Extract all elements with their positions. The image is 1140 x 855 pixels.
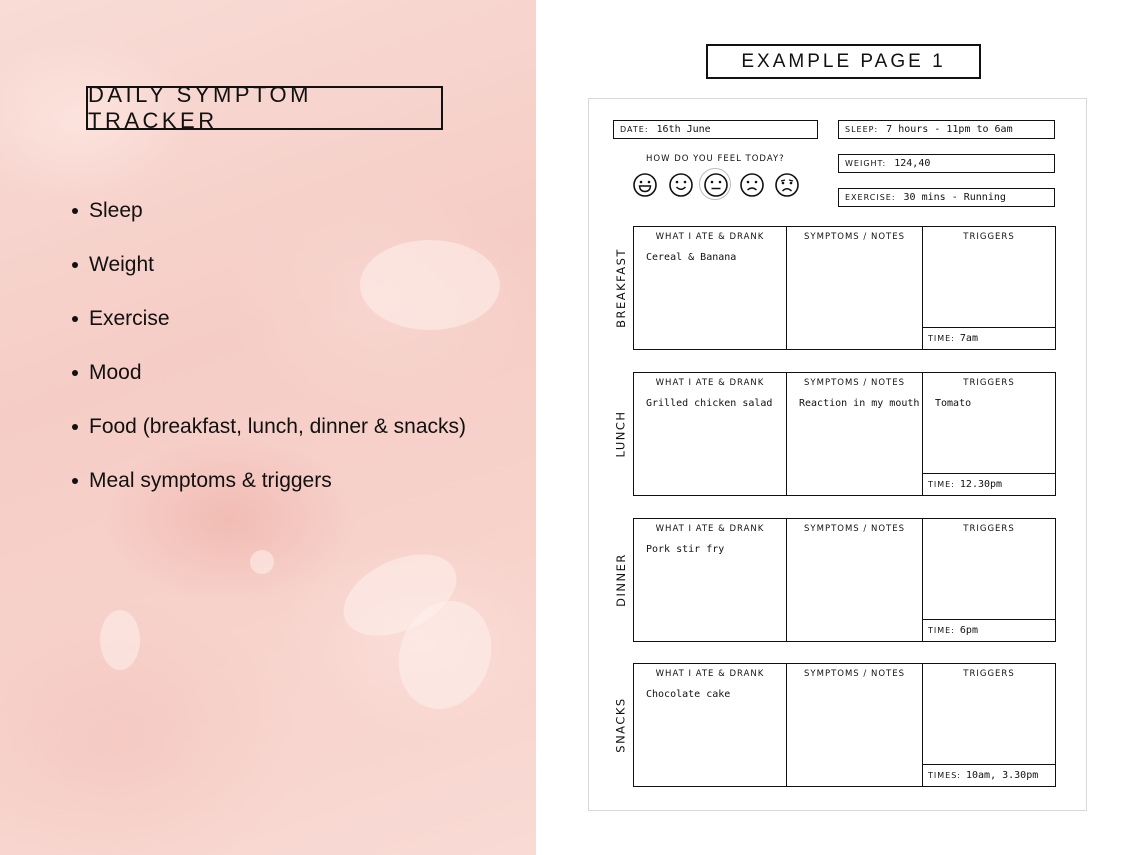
exercise-label: EXERCISE: [845, 193, 896, 202]
very-happy-face-icon [632, 172, 658, 198]
time-value: 10am, 3.30pm [965, 770, 1039, 781]
example-page-label: EXAMPLE PAGE 1 [706, 44, 981, 79]
feature-list [70, 196, 466, 520]
date-value: 16th June [656, 124, 711, 135]
symptoms-header: SYMPTOMS / NOTES [804, 232, 905, 242]
meal-grid [633, 226, 1056, 350]
left-promo-panel [0, 0, 536, 855]
ate-column [634, 519, 787, 641]
meal-section-breakfast [612, 226, 1056, 350]
symptoms-column [787, 227, 923, 349]
sleep-label: SLEEP: [845, 125, 879, 134]
meal-name: SNACKS [614, 697, 629, 753]
meal-name: BREAKFAST [614, 248, 628, 328]
exercise-value: 30 mins - Running [903, 192, 1006, 203]
date-field [613, 120, 818, 139]
triggers-column [923, 373, 1055, 495]
feature-item: Food (breakfast, lunch, dinner & snacks) [70, 412, 466, 466]
ate-entry: Grilled chicken salad [646, 398, 773, 409]
sleep-value: 7 hours - 11pm to 6am [886, 124, 1013, 135]
watercolor-splash [100, 610, 140, 670]
weight-value: 124,40 [894, 158, 931, 169]
feature-item: Meal symptoms & triggers [70, 466, 466, 520]
symptoms-column [787, 373, 923, 495]
ate-entry: Chocolate cake [646, 689, 731, 700]
time-label: TIME: [928, 480, 955, 489]
time-value: 6pm [959, 625, 978, 636]
feature-item: Weight [70, 250, 466, 304]
symptoms-entry: Reaction in my mouth [799, 398, 920, 409]
triggers-header: TRIGGERS [963, 232, 1015, 242]
time-row [923, 619, 1055, 641]
time-label: TIME: [928, 334, 955, 343]
exercise-field [838, 188, 1055, 207]
triggers-header: TRIGGERS [963, 378, 1015, 388]
ate-entry: Cereal & Banana [646, 252, 737, 263]
feature-item: Sleep [70, 196, 466, 250]
triggers-entry: Tomato [935, 398, 972, 409]
watercolor-splash [250, 550, 274, 574]
meal-grid [633, 518, 1056, 642]
triggers-column [923, 519, 1055, 641]
ate-header: WHAT I ATE & DRANK [655, 378, 765, 388]
time-row [923, 473, 1055, 495]
tracker-title: DAILY SYMPTOM TRACKER [86, 86, 443, 130]
triggers-column [923, 664, 1055, 786]
time-label: TIME: [928, 626, 955, 635]
ate-header: WHAT I ATE & DRANK [655, 232, 765, 242]
triggers-header: TRIGGERS [963, 669, 1015, 679]
feature-item: Exercise [70, 304, 466, 358]
ate-column [634, 373, 787, 495]
time-label: TIMES: [928, 771, 961, 780]
neutral-face-icon [703, 172, 729, 198]
date-label: DATE: [620, 125, 649, 134]
ate-header: WHAT I ATE & DRANK [655, 524, 765, 534]
meal-section-dinner [612, 518, 1056, 642]
happy-face-icon [668, 172, 694, 198]
meal-name: LUNCH [614, 410, 628, 458]
triggers-header: TRIGGERS [963, 524, 1015, 534]
sleep-field [838, 120, 1055, 139]
symptoms-column [787, 519, 923, 641]
ate-column [634, 227, 787, 349]
time-row [923, 327, 1055, 349]
symptoms-header: SYMPTOMS / NOTES [804, 378, 905, 388]
meal-grid [633, 372, 1056, 496]
time-value: 12.30pm [959, 479, 1003, 490]
symptoms-column [787, 664, 923, 786]
weight-field [838, 154, 1055, 173]
triggers-column [923, 227, 1055, 349]
sad-face-icon [739, 172, 765, 198]
time-row [923, 764, 1055, 786]
symptoms-header: SYMPTOMS / NOTES [804, 524, 905, 534]
meal-section-lunch [612, 372, 1056, 496]
meal-grid [633, 663, 1056, 787]
very-sad-face-icon [774, 172, 800, 198]
meal-name: DINNER [614, 553, 628, 607]
time-value: 7am [959, 333, 978, 344]
mood-question: HOW DO YOU FEEL TODAY? [646, 154, 785, 164]
ate-entry: Pork stir fry [646, 544, 725, 555]
weight-label: WEIGHT: [845, 159, 887, 168]
symptoms-header: SYMPTOMS / NOTES [804, 669, 905, 679]
meal-section-snacks [612, 663, 1056, 787]
mood-faces [632, 172, 810, 198]
feature-item: Mood [70, 358, 466, 412]
ate-column [634, 664, 787, 786]
ate-header: WHAT I ATE & DRANK [655, 669, 765, 679]
